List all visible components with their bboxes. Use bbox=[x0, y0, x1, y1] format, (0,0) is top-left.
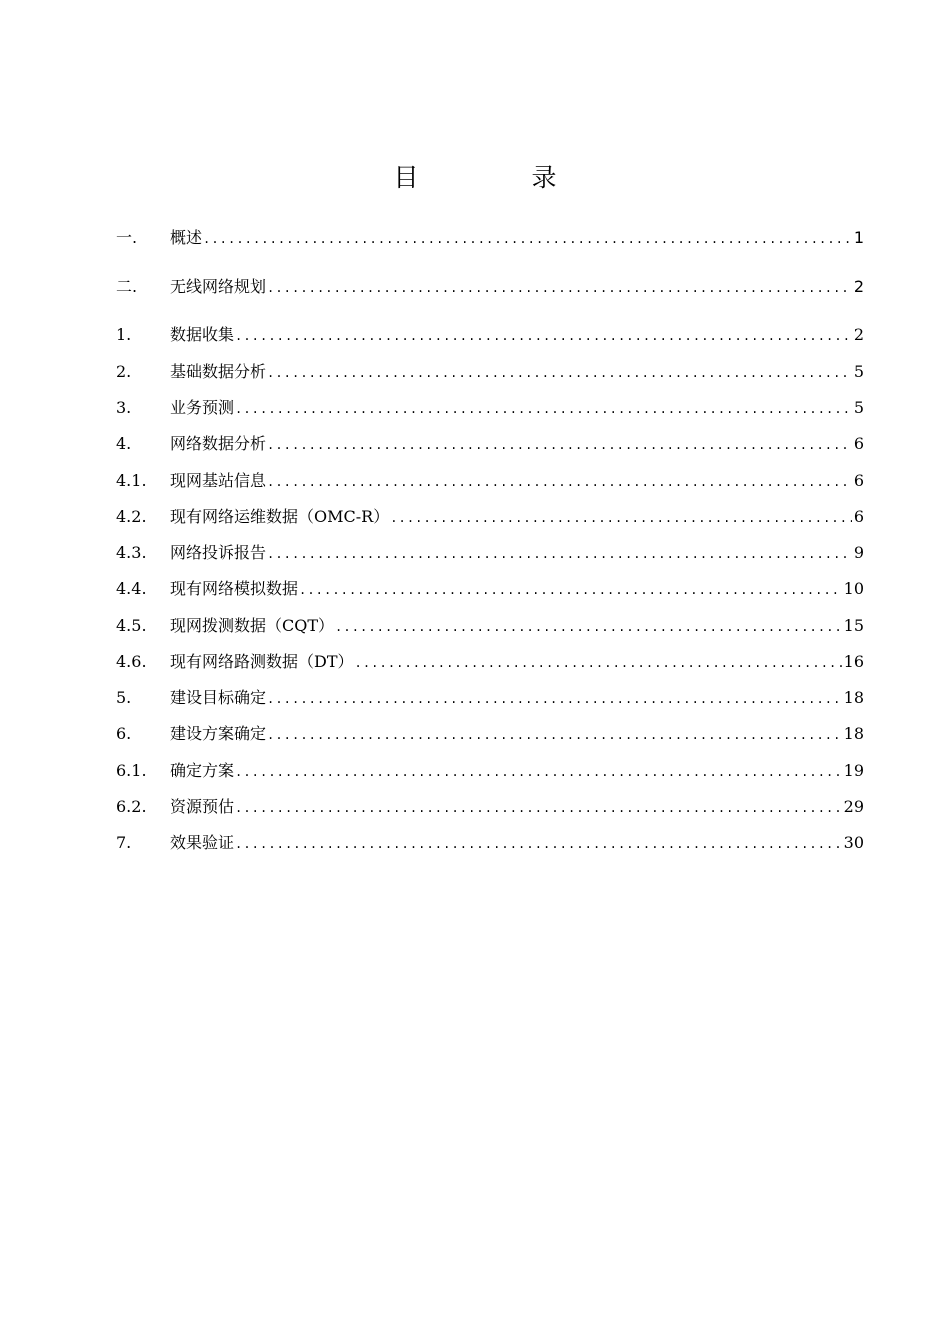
toc-entry-page: 9 bbox=[853, 543, 864, 562]
toc-entry-page: 6 bbox=[853, 507, 864, 526]
toc-dot-leader bbox=[267, 276, 852, 299]
toc-entry-title: 数据收集 bbox=[170, 325, 235, 344]
toc-entry[interactable] bbox=[116, 323, 864, 347]
toc-entry-page: 2 bbox=[853, 325, 864, 344]
toc-dot-leader bbox=[267, 470, 852, 493]
toc-dot-leader bbox=[235, 796, 842, 819]
toc-entry-title: 建设目标确定 bbox=[170, 688, 267, 707]
toc-entry-number: 1. bbox=[116, 325, 132, 344]
toc-entry-page: 6 bbox=[853, 434, 864, 453]
toc-dot-leader bbox=[299, 578, 842, 601]
toc-entry-title: 现有网络模拟数据 bbox=[170, 579, 299, 598]
toc-entry-number: 4.4. bbox=[116, 579, 147, 598]
toc-entry-page: 30 bbox=[843, 833, 864, 852]
toc-entry-title: 无线网络规划 bbox=[170, 277, 267, 296]
toc-entry-number: 4.5. bbox=[116, 616, 147, 635]
toc-entry-number: 4. bbox=[116, 434, 132, 453]
toc-entry-number: 6.2. bbox=[116, 797, 147, 816]
toc-dot-leader bbox=[267, 361, 852, 384]
toc-entry-number: 4.6. bbox=[116, 652, 147, 671]
toc-entry-title: 建设方案确定 bbox=[170, 724, 267, 743]
toc-entry-title: 网络数据分析 bbox=[170, 434, 267, 453]
toc-entry-page: 1 bbox=[853, 228, 864, 247]
toc-entry-title: 现有网络运维数据（OMC-R） bbox=[170, 507, 390, 526]
toc-dot-leader bbox=[235, 324, 852, 347]
toc-entry-page: 16 bbox=[843, 652, 864, 671]
toc-entry-title: 网络投诉报告 bbox=[170, 543, 267, 562]
toc-entry[interactable] bbox=[116, 577, 864, 601]
toc-dot-leader bbox=[235, 832, 842, 855]
toc-entry[interactable] bbox=[116, 226, 864, 250]
toc-entry-title: 资源预估 bbox=[170, 797, 235, 816]
toc-entry[interactable] bbox=[116, 360, 864, 384]
toc-entry[interactable] bbox=[116, 614, 864, 638]
toc-entry-page: 5 bbox=[853, 362, 864, 381]
toc-entry-title: 现网基站信息 bbox=[170, 471, 267, 490]
toc-entry[interactable] bbox=[116, 686, 864, 710]
toc-dot-leader bbox=[390, 506, 852, 529]
toc-entry-number: 4.2. bbox=[116, 507, 147, 526]
toc-entry-page: 18 bbox=[843, 688, 864, 707]
toc-entry-title: 现有网络路测数据（DT） bbox=[170, 652, 354, 671]
toc-entry-page: 10 bbox=[843, 579, 864, 598]
toc-entry-title: 基础数据分析 bbox=[170, 362, 267, 381]
toc-entry[interactable] bbox=[116, 541, 864, 565]
toc-entry-number: 6. bbox=[116, 724, 132, 743]
toc-dot-leader bbox=[235, 397, 852, 420]
toc-entry[interactable] bbox=[116, 396, 864, 420]
toc-dot-leader bbox=[203, 227, 852, 250]
toc-entry[interactable] bbox=[116, 759, 864, 783]
toc-entry-page: 6 bbox=[853, 471, 864, 490]
toc-entry-page: 2 bbox=[853, 277, 864, 296]
toc-entry-title: 概述 bbox=[170, 228, 203, 247]
toc-dot-leader bbox=[235, 760, 842, 783]
toc-entry-page: 15 bbox=[843, 616, 864, 635]
toc-entry[interactable] bbox=[116, 795, 864, 819]
toc-entry-number: 3. bbox=[116, 398, 132, 417]
toc-entry-title: 确定方案 bbox=[170, 761, 235, 780]
toc-dot-leader bbox=[267, 723, 842, 746]
toc-dot-leader bbox=[267, 687, 842, 710]
toc-entry-page: 18 bbox=[843, 724, 864, 743]
toc-entry-number: 4.3. bbox=[116, 543, 147, 562]
toc-entry[interactable] bbox=[116, 469, 864, 493]
toc-entry-page: 5 bbox=[853, 398, 864, 417]
toc-entry-number: 6.1. bbox=[116, 761, 147, 780]
toc-entry-number: 一. bbox=[116, 228, 138, 247]
toc-dot-leader bbox=[355, 651, 842, 674]
toc-entry-page: 29 bbox=[843, 797, 864, 816]
toc-entry-number: 7. bbox=[116, 833, 132, 852]
toc-entry[interactable] bbox=[116, 505, 864, 529]
toc-dot-leader bbox=[267, 433, 852, 456]
toc-entry-page: 19 bbox=[843, 761, 864, 780]
toc-entry-title: 效果验证 bbox=[170, 833, 235, 852]
toc-entry-number: 2. bbox=[116, 362, 132, 381]
toc-entry-number: 4.1. bbox=[116, 471, 147, 490]
toc-entry[interactable] bbox=[116, 432, 864, 456]
toc-entry[interactable] bbox=[116, 275, 864, 299]
toc-entry-title: 现网拨测数据（CQT） bbox=[170, 616, 335, 635]
toc-title: 目 录 bbox=[393, 163, 601, 192]
toc-entry[interactable] bbox=[116, 831, 864, 855]
toc-entry-number: 5. bbox=[116, 688, 132, 707]
toc-dot-leader bbox=[335, 615, 842, 638]
toc-entry-number: 二. bbox=[116, 277, 138, 296]
toc-entry[interactable] bbox=[116, 650, 864, 674]
toc-entry-title: 业务预测 bbox=[170, 398, 235, 417]
toc-dot-leader bbox=[267, 542, 852, 565]
toc-entry[interactable] bbox=[116, 722, 864, 746]
